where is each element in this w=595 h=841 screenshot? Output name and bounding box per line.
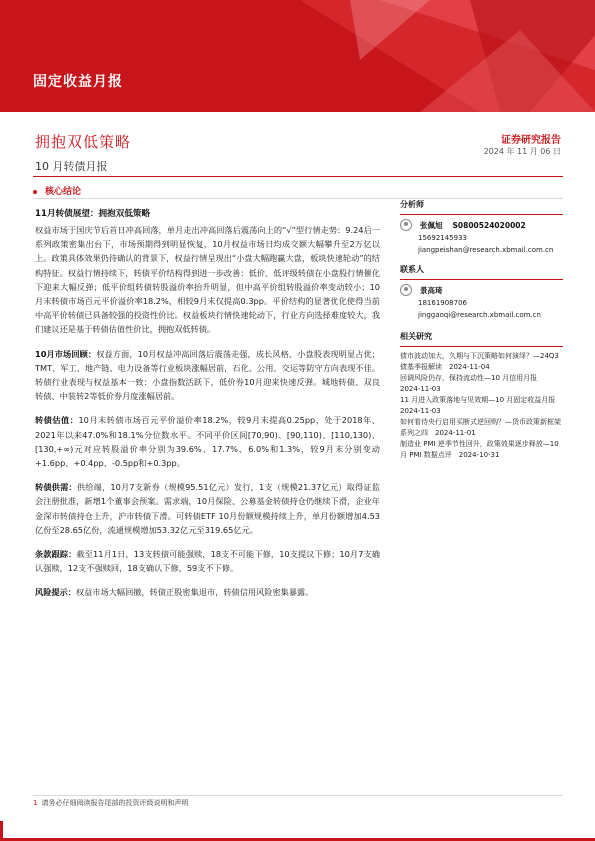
title-divider xyxy=(33,176,563,177)
contacts-heading: 联系人 xyxy=(400,264,563,280)
header-band xyxy=(0,0,595,112)
terms-text: 截至11月1日，13支转债可能强赎，18支不可能下修，10支提议下修；10月7支确认强赎，12支不强赎回，18支确认下修，59支不下修。 xyxy=(35,549,380,574)
risk-lead: 风险提示： xyxy=(35,587,76,598)
corner-accent xyxy=(0,821,13,841)
related-research-item[interactable]: 回调风险仍存，保持流动性—10 月信用月报 2024-11-03 xyxy=(400,374,545,393)
risk-paragraph xyxy=(35,585,380,599)
analysts-heading: 分析师 xyxy=(400,199,563,215)
key-conclusion-text: 核心结论 xyxy=(45,187,82,197)
market-review-lead: 10月市场回顾： xyxy=(35,348,97,359)
report-date: 2024 年 11 月 06 日 xyxy=(483,147,561,156)
main-content xyxy=(35,207,380,610)
analyst-phone: 15692145933 xyxy=(418,234,467,242)
page-title: 拥抱双低策略 xyxy=(35,133,132,151)
report-type-label: 证券研究报告 xyxy=(501,135,561,146)
risk-text: 权益市场大幅回撤，转债正股密集退市，转债信用风险密集暴露。 xyxy=(75,587,314,598)
terms-lead: 条款跟踪： xyxy=(35,549,77,560)
key-conclusion-label xyxy=(33,184,81,197)
contact-email[interactable]: jinggaoqi@research.xbmail.com.cn xyxy=(418,311,541,319)
valuation-lead: 转债估值： xyxy=(35,415,79,426)
related-research-item[interactable]: 如何看待央行启用买断式逆回购？—货币政策新框架系列之四 2024-11-01 xyxy=(400,418,561,437)
valuation-text: 10月末转债市场百元平价溢价率18.2%，较9月末提高0.25pp，处于2018年、2021年以来47.0%和18.1%分位数水平。不同平价区间[70,90)、[90,110)、[110,130)、[130,+∞)元对应转股溢价率分别为39.6%、17.7%、6.0%和1.3%，较9月末分别变动+1.6pp、+0.4pp、-0.5pp和+0.3pp。 xyxy=(35,415,380,469)
footer-disclaimer: 请务必仔细阅读报告尾部的投资评级说明和声明 xyxy=(41,799,189,807)
related-research-item[interactable]: 债市波动加大，久期与下沉策略如何演绎？—24Q3债基季报解读 2024-11-04 xyxy=(400,352,559,371)
person-icon xyxy=(400,219,412,231)
contact-row xyxy=(400,284,563,296)
bullet-dot-icon xyxy=(33,190,37,194)
sidebar xyxy=(400,199,563,461)
page-number: 1 xyxy=(33,799,38,807)
supply-demand-text: 供给端，10月7支新券（规模95.51亿元）发行，1支（规模21.37亿元）取得证监会注册批准，新增1个董事会预案。需求端，10月保险、公募基金转债持仓仍继续下滑，企业年金深市转债持仓上升，沪市转债下滑。可转债ETF 10月份额规模持续上升，单月份额增加4.53亿份至28.65亿份，流通规模增加53.32亿元至319.65亿元。 xyxy=(35,482,380,535)
market-review-paragraph xyxy=(35,347,380,404)
footer xyxy=(33,798,188,808)
analyst-name: 张佩旭 xyxy=(420,220,443,230)
contact-name: 景高琦 xyxy=(420,285,443,295)
supply-demand-paragraph xyxy=(35,480,380,537)
analyst-row xyxy=(400,219,563,231)
report-category: 固定收益月报 xyxy=(33,74,123,90)
related-research-item[interactable]: 制造业 PMI 逆季节性回升，政策效果逐步释放—10 月 PMI 数据点评 2024-10-31 xyxy=(400,440,559,459)
terms-paragraph xyxy=(35,547,380,575)
outlook-paragraph: 权益市场于国庆节后首日冲高回落，单月走出冲高回落后震荡向上的“√”型行情走势：9.24后一系列政策密集出台下，市场预期得到明显恢复，10月权益市场日均成交额大幅攀升至2万亿以上。政策具体效果仍待确认的背景下，权益行情呈现出“小盘大幅跑赢大盘，板块快速轮动”的结构特征。权益行情持续下，转债平价结构得到进一步改善：低价、低评级转债在小盘股行情催化下迎来大幅反弹；低平价组转债转股溢价率抬升明显，但中高平价组转股溢价率变动较小；10月末转债市场百元平价溢价率18.2%，相较9月末仅提高0.3pp。平价结构的显著优化使得当前中高平价转债已具备较强的投资性价比。权益板块行情快速轮动下，行业方向选择难度较大，我们建议还是基于转债估值性价比，拥抱双低转债。 xyxy=(35,225,380,335)
header-pattern-graphic xyxy=(0,0,595,112)
outlook-heading: 11月转债展望：拥抱双低策略 xyxy=(35,209,151,219)
related-research-item[interactable]: 11 月进入政策落地与见效期—10 月固定收益月报 2024-11-03 xyxy=(400,396,563,415)
valuation-paragraph xyxy=(35,413,380,470)
person-icon xyxy=(400,284,412,296)
supply-demand-lead: 转债供需： xyxy=(35,482,77,493)
contact-phone: 18161908706 xyxy=(418,299,467,307)
analyst-email[interactable]: jiangpeishan@research.xbmail.com.cn xyxy=(418,246,554,254)
analyst-certificate: S0800524020002 xyxy=(452,220,526,230)
related-research-heading: 相关研究 xyxy=(400,331,563,347)
page-subtitle: 10 月转债月报 xyxy=(35,160,108,173)
market-review-text: 权益方面，10月权益冲高回落后震荡走强，成长风格、小盘股表现明显占优；TMT、军工、地产链、电力设备等行业板块涨幅居前，石化、公用、交运等防守方向表现不佳。转债行业表现与权益基本一致：小盘指数活跃下，低价券10月迎来快速反弹。城地转债、双良转债、中装转2等低价券月度涨幅居前。 xyxy=(35,348,380,402)
footer-divider xyxy=(33,795,563,796)
